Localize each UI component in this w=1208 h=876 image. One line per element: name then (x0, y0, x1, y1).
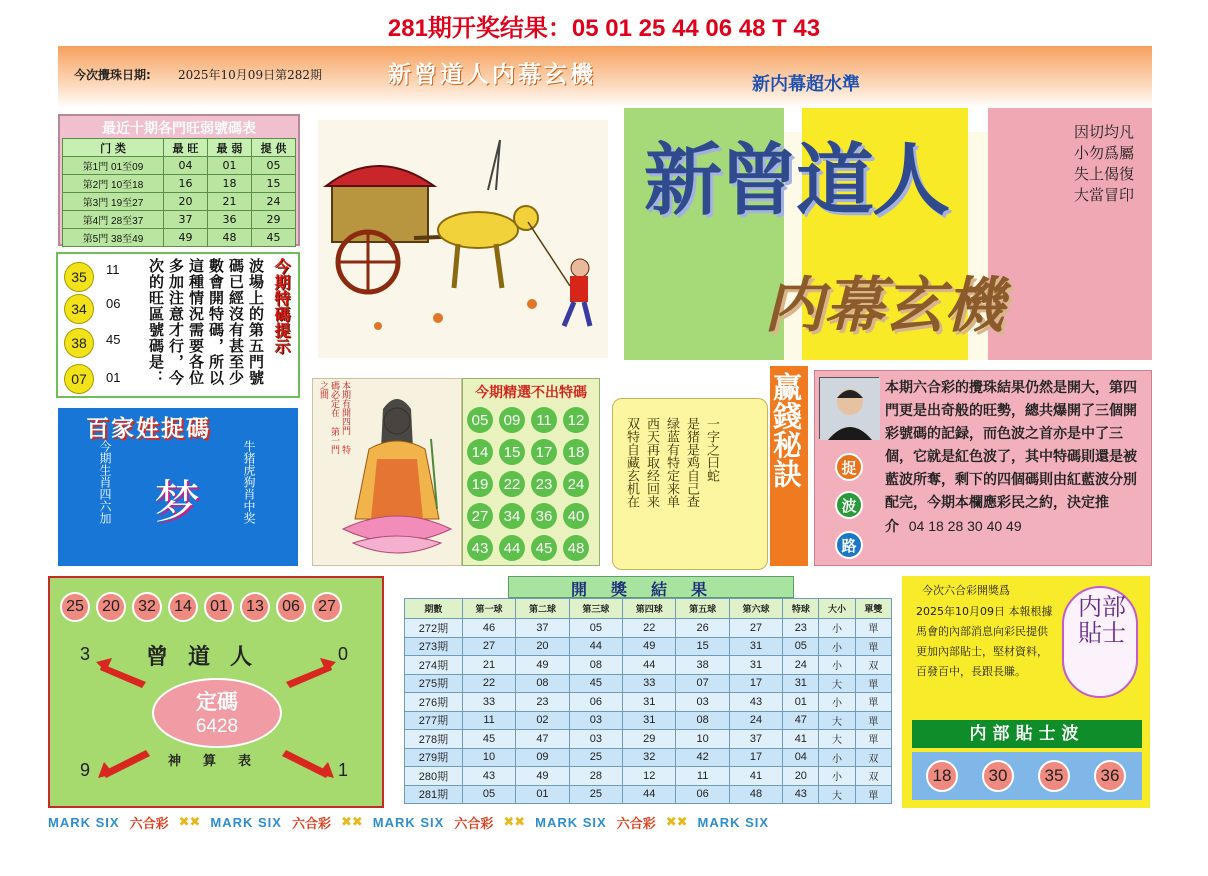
insider-head: 今次六合彩開獎爲 (922, 584, 1010, 597)
results-cell: 272期 (405, 619, 463, 638)
special-ball: 17 (531, 439, 557, 465)
results-header-cell: 第五球 (676, 599, 729, 619)
insider-balls (912, 752, 1142, 800)
special-ball: 19 (467, 471, 493, 497)
hot-numbers-panel (56, 252, 300, 398)
code-value: 6428 (195, 716, 239, 737)
special-ball: 23 (531, 471, 557, 497)
code-ball: 06 (276, 592, 306, 622)
results-cell: 23 (516, 693, 569, 712)
results-row (405, 637, 892, 656)
guanyin-text: 本期有開四門 特碼必定在 第一門之間 (318, 381, 350, 454)
results-cell: 大 (819, 711, 855, 730)
special-ball: 43 (467, 535, 493, 561)
results-cell: 278期 (405, 730, 463, 749)
hot-ball: 38 (64, 328, 94, 358)
special-ball: 12 (563, 407, 589, 433)
zone-cell: 20 (163, 193, 207, 211)
results-cell: 單 (855, 711, 891, 730)
header (58, 46, 1152, 108)
results-cell: 44 (569, 637, 622, 656)
code-panel (48, 576, 384, 808)
special-ball: 05 (467, 407, 493, 433)
insider-ball: 18 (926, 760, 958, 792)
code-label: 定碼 (196, 690, 238, 714)
deco-icon: ✖✖ (503, 814, 526, 830)
results-cell: 32 (623, 748, 676, 767)
results-header-cell: 第二球 (516, 599, 569, 619)
marksix-logo: MARK SIX (210, 814, 282, 830)
results-cell: 06 (569, 693, 622, 712)
results-cell: 41 (783, 730, 819, 749)
code-digit: 3 (80, 644, 91, 664)
zone-cell: 18 (207, 175, 251, 193)
results-cell: 單 (855, 785, 891, 804)
deco-icon: ✖✖ (178, 814, 201, 830)
special-ball: 36 (531, 503, 557, 529)
poem-line: 大當冒印 (1074, 186, 1135, 204)
scroll-line: 绿蓝有特定来单 (664, 417, 679, 508)
results-cell: 31 (623, 693, 676, 712)
zone-cell: 第1門 01至09 (63, 157, 164, 175)
results-cell: 280期 (405, 767, 463, 786)
results-cell: 25 (569, 748, 622, 767)
special-ball: 27 (467, 503, 493, 529)
hot-number: 01 (106, 370, 121, 385)
results-row (405, 693, 892, 712)
lhc-logo: 六合彩 (454, 816, 494, 832)
results-cell: 44 (623, 656, 676, 675)
results-cell: 11 (676, 767, 729, 786)
results-cell: 29 (623, 730, 676, 749)
zone-cell: 16 (163, 175, 207, 193)
insider-panel (902, 576, 1150, 808)
zones-header-cell: 提 供 (251, 139, 295, 157)
ox-cart-icon (318, 120, 608, 358)
results-cell: 45 (462, 730, 515, 749)
results-cell: 09 (516, 748, 569, 767)
results-cell: 01 (783, 693, 819, 712)
code-oval (152, 678, 282, 748)
results-cell: 26 (676, 619, 729, 638)
hot-ball: 35 (64, 262, 94, 292)
code-ball: 20 (96, 592, 126, 622)
marksix-logo: MARK SIX (697, 814, 770, 830)
draw-date-label: 今次攪珠日期: (74, 68, 151, 82)
zones-row (63, 193, 296, 211)
guanyin-panel (312, 378, 462, 566)
results-cell: 小 (819, 693, 855, 712)
results-cell: 小 (819, 656, 855, 675)
results-cell: 276期 (405, 693, 463, 712)
results-cell: 03 (676, 693, 729, 712)
draw-date: 2025年10月09日第282期 (178, 68, 322, 82)
results-cell: 大 (819, 785, 855, 804)
zones-header-cell: 最 弱 (207, 139, 251, 157)
results-cell: 單 (855, 674, 891, 693)
results-cell: 小 (819, 619, 855, 638)
results-cell: 38 (676, 656, 729, 675)
zone-cell: 05 (251, 157, 295, 175)
results-cell: 42 (676, 748, 729, 767)
scroll-line: 双特自藏玄机在 (624, 417, 639, 508)
forecast-paragraph: 本期六合彩的攪珠結果仍然是開大，第四門更是出奇般的旺勢，總共爆開了三個開彩號碼的記録，而色波之首亦是中了三個，它就是紅色波了，其中特碼則還是被藍波所奪，剩下的四個碼則由紅藍波分別配完，今期本欄應彩民之約，決定推介 (885, 380, 1137, 535)
big-title: 新曾道人 (644, 135, 949, 226)
special-ball: 24 (563, 471, 589, 497)
results-cell: 05 (783, 637, 819, 656)
zone-cell: 第3門 19至27 (63, 193, 164, 211)
results-cell: 23 (783, 619, 819, 638)
results-header-cell: 特球 (783, 599, 819, 619)
results-cell: 273期 (405, 637, 463, 656)
zone-cell: 37 (163, 211, 207, 229)
results-cell: 小 (819, 748, 855, 767)
results-cell: 双 (855, 656, 891, 675)
zone-cell: 15 (251, 175, 295, 193)
zones-row (63, 157, 296, 175)
special-ball: 15 (499, 439, 525, 465)
zone-cell: 48 (207, 229, 251, 247)
results-cell: 27 (729, 619, 782, 638)
lhc-logo: 六合彩 (291, 816, 331, 832)
results-header-cell: 第四球 (623, 599, 676, 619)
results-header-cell: 期數 (405, 599, 463, 619)
scroll-text (623, 417, 719, 508)
results-cell: 10 (462, 748, 515, 767)
results-cell: 双 (855, 767, 891, 786)
zone-cell: 第4門 28至37 (63, 211, 164, 229)
lhc-logo: 六合彩 (616, 816, 656, 832)
results-cell: 08 (676, 711, 729, 730)
results-cell: 01 (516, 785, 569, 804)
results-cell: 49 (516, 656, 569, 675)
results-cell: 43 (729, 693, 782, 712)
results-header-cell: 第一球 (462, 599, 515, 619)
results-cell: 大 (819, 730, 855, 749)
results-cell: 47 (783, 711, 819, 730)
results-cell: 22 (462, 674, 515, 693)
results-cell: 05 (569, 619, 622, 638)
results-cell: 24 (729, 711, 782, 730)
insider-ball: 36 (1094, 760, 1126, 792)
code-subtitle: 神算表 (168, 754, 274, 769)
zone-cell: 第2門 10至18 (63, 175, 164, 193)
deco-icon: ✖✖ (340, 814, 363, 830)
zodiac-right-text: 牛猪虎狗肖中奖 (242, 440, 256, 524)
portrait-icon (820, 378, 880, 440)
poem-line: 失上偈復 (1074, 165, 1135, 183)
zones-row (63, 211, 296, 229)
special-ball: 34 (499, 503, 525, 529)
results-header-cell: 大小 (819, 599, 855, 619)
zones-row (63, 175, 296, 193)
results-cell: 31 (729, 637, 782, 656)
special-ball: 44 (499, 535, 525, 561)
scroll-line: 一字之曰蛇 (704, 417, 719, 482)
ox-cart-illustration (318, 120, 608, 358)
portrait-image (819, 377, 879, 439)
code-ball: 25 (60, 592, 90, 622)
insider-wave-title: 内部貼士波 (912, 720, 1142, 748)
footer-logos (48, 812, 1158, 832)
results-cell: 24 (783, 656, 819, 675)
results-row (405, 674, 892, 693)
special-numbers-panel (462, 378, 600, 566)
code-ball: 32 (132, 592, 162, 622)
marksix-logo: MARK SIX (48, 814, 120, 830)
results-cell: 25 (569, 785, 622, 804)
results-cell: 277期 (405, 711, 463, 730)
results-cell: 41 (729, 767, 782, 786)
special-ball: 40 (563, 503, 589, 529)
wave-ball: 捉 (835, 453, 863, 481)
header-title: 新曾道人内幕玄機 (388, 62, 596, 88)
forecast-numbers: 04 18 28 30 40 49 (908, 518, 1022, 534)
results-cell: 31 (729, 656, 782, 675)
results-table (404, 598, 892, 804)
zone-cell: 49 (163, 229, 207, 247)
hot-number: 45 (106, 332, 121, 347)
special-ball: 11 (531, 407, 557, 433)
results-cell: 49 (623, 637, 676, 656)
code-ball: 27 (312, 592, 342, 622)
zodiac-left-text: 今期生肖四六加 (98, 440, 112, 524)
results-cell: 03 (569, 711, 622, 730)
special-grid (467, 407, 597, 561)
marksix-logo: MARK SIX (535, 814, 607, 830)
zones-header-cell: 最 旺 (163, 139, 207, 157)
results-cell: 03 (569, 730, 622, 749)
scroll-riddle (612, 398, 768, 570)
results-cell: 45 (569, 674, 622, 693)
insider-badge (1062, 586, 1138, 698)
hot-numbers-text: 波場上的第五門號碼已經沒有甚至少數會開特碼，所以這種情況需要各位多加注意才行，今次的旺區號碼是： (147, 258, 265, 386)
code-digit: 9 (80, 760, 91, 780)
zone-cell: 第5門 38至49 (63, 229, 164, 247)
results-cell: 28 (569, 767, 622, 786)
draw-result-banner: 281期开奖结果：05 01 25 44 06 48 T 43 (387, 15, 821, 42)
title-panel (624, 108, 1152, 360)
zodiac-dream: 梦 (154, 475, 200, 529)
results-cell: 27 (462, 637, 515, 656)
results-cell: 21 (462, 656, 515, 675)
results-header-cell: 單雙 (855, 599, 891, 619)
results-cell: 31 (623, 711, 676, 730)
special-ball: 45 (531, 535, 557, 561)
results-cell: 07 (676, 674, 729, 693)
results-cell: 22 (623, 619, 676, 638)
results-cell: 47 (516, 730, 569, 749)
poem-line: 因切均凡 (1074, 123, 1135, 141)
side-poem (1074, 122, 1134, 206)
results-row (405, 619, 892, 638)
results-row (405, 730, 892, 749)
results-cell: 小 (819, 767, 855, 786)
special-ball: 48 (563, 535, 589, 561)
special-ball: 22 (499, 471, 525, 497)
results-row (405, 748, 892, 767)
special-title: 今期精選不出特碼 (475, 385, 587, 401)
code-ball: 14 (168, 592, 198, 622)
zone-cell: 04 (163, 157, 207, 175)
zone-cell: 21 (207, 193, 251, 211)
results-cell: 279期 (405, 748, 463, 767)
results-cell: 單 (855, 693, 891, 712)
code-title: 曾道人 (146, 645, 273, 670)
results-cell: 08 (569, 656, 622, 675)
results-cell: 05 (462, 785, 515, 804)
results-cell: 17 (729, 674, 782, 693)
zone-cell: 01 (207, 157, 251, 175)
zones-row (63, 229, 296, 247)
results-cell: 單 (855, 637, 891, 656)
insider-ball: 35 (1038, 760, 1070, 792)
results-cell: 43 (462, 767, 515, 786)
zone-cell: 45 (251, 229, 295, 247)
code-ball: 01 (204, 592, 234, 622)
special-ball: 18 (563, 439, 589, 465)
hot-banner: 今期特碼提示 (272, 258, 291, 354)
results-cell: 274期 (405, 656, 463, 675)
hot-ball: 34 (64, 294, 94, 324)
results-cell: 08 (516, 674, 569, 693)
results-cell: 17 (729, 748, 782, 767)
results-cell: 10 (676, 730, 729, 749)
results-cell: 37 (516, 619, 569, 638)
insider-ball: 30 (982, 760, 1014, 792)
deco-icon: ✖✖ (665, 814, 688, 830)
results-row (405, 785, 892, 804)
results-cell: 33 (623, 674, 676, 693)
wave-ball: 波 (835, 491, 863, 519)
results-cell: 20 (783, 767, 819, 786)
results-cell: 12 (623, 767, 676, 786)
header-subtitle: 新内幕超水準 (752, 74, 860, 95)
results-row (405, 767, 892, 786)
results-cell: 單 (855, 619, 891, 638)
marksix-logo: MARK SIX (372, 814, 445, 830)
big-subtitle: 内幕玄機 (764, 271, 1004, 341)
hot-number: 11 (106, 262, 120, 277)
zodiac-panel (58, 408, 298, 566)
results-panel (404, 576, 892, 808)
hot-ball: 07 (64, 364, 94, 394)
zone-cell: 24 (251, 193, 295, 211)
results-cell: 02 (516, 711, 569, 730)
results-row (405, 656, 892, 675)
results-cell: 11 (462, 711, 515, 730)
code-digit: 1 (338, 760, 349, 780)
results-cell: 281期 (405, 785, 463, 804)
results-cell: 小 (819, 637, 855, 656)
zodiac-title: 百家姓捉碼 (86, 416, 211, 442)
zones-table-panel (58, 114, 300, 246)
guanyin-icon (313, 379, 463, 567)
results-cell: 46 (462, 619, 515, 638)
forecast-panel (814, 370, 1152, 566)
wave-ball: 路 (835, 531, 863, 559)
lhc-logo: 六合彩 (129, 816, 169, 832)
results-cell: 37 (729, 730, 782, 749)
results-cell: 04 (783, 748, 819, 767)
results-cell: 48 (729, 785, 782, 804)
special-ball: 09 (499, 407, 525, 433)
results-cell: 双 (855, 748, 891, 767)
results-header-cell: 第六球 (729, 599, 782, 619)
results-cell: 31 (783, 674, 819, 693)
scroll-line: 是猪是鸡自己查 (684, 417, 699, 508)
results-cell: 43 (783, 785, 819, 804)
code-digit: 0 (338, 644, 349, 664)
results-cell: 單 (855, 730, 891, 749)
zone-cell: 29 (251, 211, 295, 229)
results-cell: 275期 (405, 674, 463, 693)
results-cell: 44 (623, 785, 676, 804)
results-header-cell: 第三球 (569, 599, 622, 619)
insider-text: 2025年10月09日 本報根據馬會的內部消息向彩民提供更加內部貼士，堅材資料，百發百中，長跟長賺。 (916, 605, 1053, 678)
hot-number: 06 (106, 296, 121, 311)
zones-header-cell: 门 类 (63, 139, 164, 157)
results-cell: 20 (516, 637, 569, 656)
scroll-line: 西天再取经回来 (644, 417, 659, 508)
results-cell: 33 (462, 693, 515, 712)
results-row (405, 711, 892, 730)
zone-cell: 36 (207, 211, 251, 229)
results-cell: 49 (516, 767, 569, 786)
win-tips-banner: 赢錢秘訣 (770, 366, 808, 566)
code-ball: 13 (240, 592, 270, 622)
results-cell: 15 (676, 637, 729, 656)
forecast-text (885, 377, 1147, 539)
zones-title: 最近十期各門旺弱號碼表 (102, 121, 256, 137)
results-cell: 大 (819, 674, 855, 693)
poem-line: 小勿爲屬 (1074, 144, 1135, 162)
results-title: 開獎結果 (508, 576, 794, 598)
special-ball: 14 (467, 439, 493, 465)
zones-table (62, 138, 296, 247)
results-cell: 06 (676, 785, 729, 804)
insider-badge-text: 内部貼士 (1078, 593, 1126, 647)
